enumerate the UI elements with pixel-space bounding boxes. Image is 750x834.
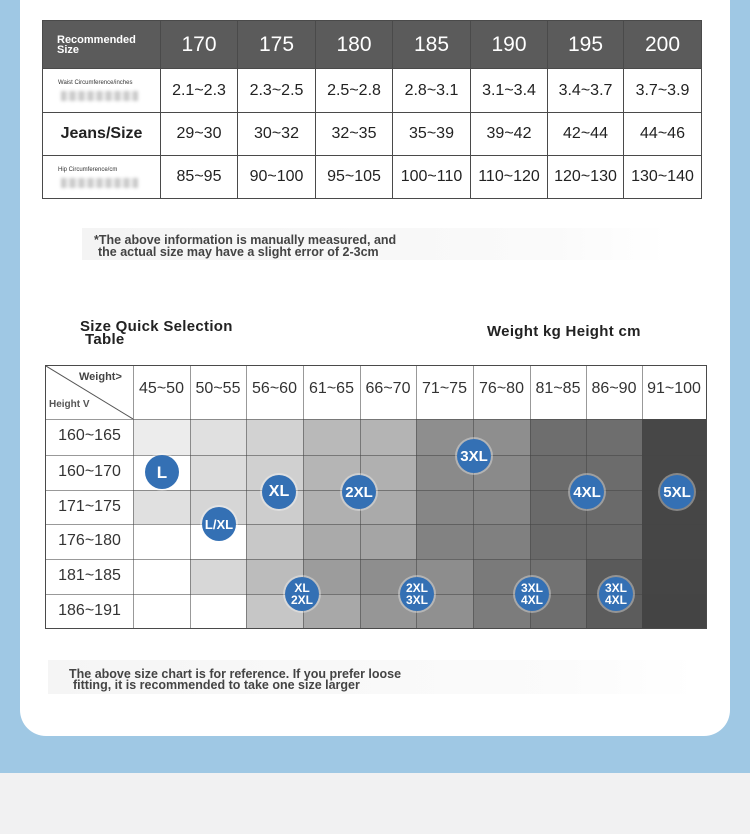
quick-selection-grid [45,365,707,629]
grid-line [46,419,706,420]
badge-size-label: L [156,462,168,482]
table-cell: 2.5~2.8 [316,69,393,113]
badge-size-label: 5XL [663,483,691,501]
weight-header: 45~50 [139,380,184,397]
height-axis-label: Height V [49,399,90,410]
badge-size-label: 3XL [520,581,543,595]
height-185: 185 [393,21,471,69]
table-cell: 35~39 [393,113,471,156]
badge-size-label: XL [294,581,310,595]
table-cell: 39~42 [471,113,548,156]
badge-size-label: 3XL [460,447,488,465]
table-cell: 85~95 [161,156,238,199]
table-cell: 3.1~3.4 [471,69,548,113]
table-cell: 100~110 [393,156,471,199]
size-badge [457,439,491,473]
grid-cell [133,419,190,455]
weight-header: 66~70 [365,380,411,397]
reference-note [48,660,696,694]
grid-line [246,366,247,628]
table-cell: 30~32 [238,113,316,156]
grid-line [642,366,643,628]
waist-label-cell [43,69,161,113]
reference-note-line2: fitting, it is recommended to take one size larger [73,678,360,692]
size-table-header [43,21,702,69]
weight-header: 86~90 [591,380,637,397]
height-190: 190 [471,21,548,69]
table-cell: 2.8~3.1 [393,69,471,113]
table-cell: 95~105 [316,156,393,199]
size-badge [262,475,296,509]
table-cell: 3.7~3.9 [624,69,702,113]
height-175: 175 [238,21,316,69]
grid-cell [642,419,706,455]
table-cell: 42~44 [548,113,624,156]
grid-line [190,366,191,628]
grid-cell [303,524,360,559]
weight-axis-label: Weight> [79,371,122,383]
height-row-label: 160~165 [58,427,121,444]
grid-cell [360,524,416,559]
badge-size-label: 3XL [604,581,627,595]
grid-cell [360,419,416,455]
grid-line [46,455,706,456]
grid-cell [133,490,190,524]
grid-line [46,524,706,525]
table-cell: 2.1~2.3 [161,69,238,113]
height-180: 180 [316,21,393,69]
size-badge [202,507,236,541]
badge-size-label-second: 3XL [405,593,428,607]
grid-line [133,366,134,628]
waist-label: Waist Circumference/inches [58,80,133,86]
grid-cell [246,419,303,455]
weight-header: 81~85 [535,380,581,397]
badge-size-label: L/XL [204,516,234,532]
badge-size-label: 2XL [345,483,373,501]
table-cell: 3.4~3.7 [548,69,624,113]
grid-cell [473,524,530,559]
height-row-label: 176~180 [58,532,121,549]
table-cell: 90~100 [238,156,316,199]
grid-cell [642,524,706,559]
size-badge [342,475,376,509]
badge-size-label-second: 2XL [290,593,313,607]
waist-row [43,69,702,113]
blurred-text [61,178,138,188]
weight-header: 76~80 [479,380,524,397]
blurred-text [61,91,138,101]
grid-line [473,366,474,628]
reference-note-line1: The above size chart is for reference. If you prefer loose [69,667,402,681]
measurement-note-line2: the actual size may have a slight error of 2-3cm [98,245,379,259]
table-cell: 32~35 [316,113,393,156]
quick-selection-title-line2: Table [85,331,125,348]
height-row-label: 181~185 [58,567,121,584]
grid-cell [190,455,246,490]
badge-size-label: XL [268,483,290,500]
weight-header: 50~55 [195,380,241,397]
badge-size-label-second: 4XL [520,593,543,607]
badge-size-label: 2XL [405,581,428,595]
badge-size-label: 4XL [573,483,601,501]
grid-cell [303,419,360,455]
size-table [42,20,702,199]
height-row-label: 171~175 [58,498,121,515]
badge-size-label-second: 4XL [604,593,627,607]
units-label: Weight kg Height cm [487,323,641,340]
size-badge [570,475,604,509]
quick-selection-title [80,320,233,346]
height-195: 195 [548,21,624,69]
grid-cell [530,524,586,559]
grid-cell [190,559,246,594]
size-badge [145,455,179,489]
grid-cell [586,524,642,559]
grid-cell [642,559,706,594]
table-cell: 2.3~2.5 [238,69,316,113]
hip-label: Hip Circumference/cm [58,166,118,173]
jeans-row [43,113,702,156]
table-cell: 110~120 [471,156,548,199]
table-cell: 44~46 [624,113,702,156]
grid-line [46,559,706,560]
height-170: 170 [161,21,238,69]
grid-line [46,490,706,491]
jeans-size-label: Jeans/Size [43,113,161,156]
height-200: 200 [624,21,702,69]
quick-selection-title-line1: Size Quick Selection [80,318,233,335]
grid-cell [473,490,530,524]
grid-cell [530,419,586,455]
grid-cell [133,594,190,628]
grid-cell [586,419,642,455]
measurement-note-line1: *The above information is manually measured, and [94,233,397,247]
grid-cell [190,594,246,628]
weight-header: 61~65 [309,380,354,397]
grid-cell [642,594,706,628]
grid-cell [416,524,473,559]
table-cell: 130~140 [624,156,702,199]
grid-cell [190,419,246,455]
table-cell: 120~130 [548,156,624,199]
height-row-label: 186~191 [58,602,121,619]
size-badge [515,577,549,611]
height-row-label: 160~170 [58,463,121,480]
size-badge [400,577,434,611]
weight-header: 56~60 [252,380,297,397]
hip-row [43,156,702,199]
grid-cell [246,524,303,559]
recommended-size-label: Recommended Size [43,21,161,69]
measurement-note [82,228,668,260]
hip-label-cell [43,156,161,199]
size-badge [660,475,694,509]
grid-cell [133,559,190,594]
grid-cell [416,490,473,524]
size-badge [599,577,633,611]
weight-header: 71~75 [422,380,467,397]
size-badge [285,577,319,611]
grid-cell [133,524,190,559]
table-cell: 29~30 [161,113,238,156]
weight-header: 91~100 [647,380,701,397]
